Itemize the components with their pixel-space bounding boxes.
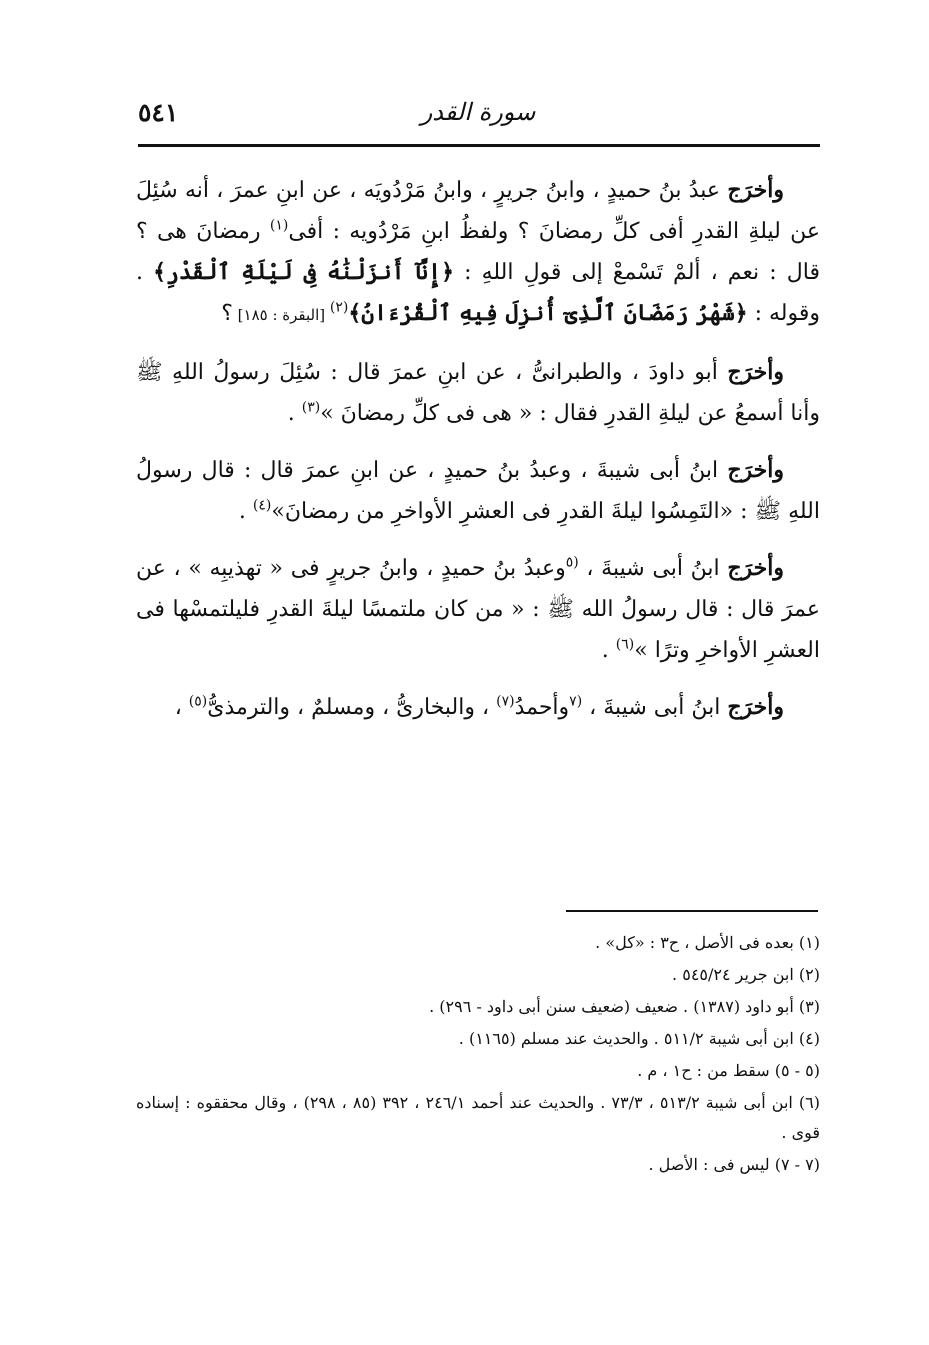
quran-quote: ﴿شَهْرُ رَمَضَانَ ٱلَّذِىٓ أُنزِلَ فِيهِ ٱلْقُرْءَانُ﴾ [348, 300, 748, 326]
paragraph-lead: وأخرَج [727, 555, 784, 581]
page-header [138, 98, 818, 138]
paragraph [136, 687, 820, 728]
footnotes [136, 928, 820, 1182]
text-run: . [238, 499, 253, 524]
paragraph [136, 548, 820, 671]
text-run: . وقوله : [136, 260, 820, 326]
footnote-reference: (٤) [252, 497, 272, 514]
footnote-reference: (٧) [496, 693, 515, 710]
paragraph [136, 352, 820, 434]
page-number: ٥٤١ [138, 98, 179, 127]
footnote: (٤) ابن أبى شيبة ٥١١/٢ . والحديث عند مسلم (١١٦٥) . [458, 1029, 820, 1048]
paragraph-lead: وأخرَج [727, 457, 784, 483]
text-run: وعبدُ بنُ حميدٍ ، وابنُ جريرٍ فى « تهذيبِه » ، عن عمرَ قال : قال رسولُ الله ﷺ : « من كان ملتمسًا ليلةَ القدرِ فليلتمسْها فى العشرِ الأواخرِ وترًا » [136, 556, 820, 663]
header-rule [138, 144, 820, 147]
verse-reference: [البقرة : ١٨٥] [232, 306, 330, 324]
paragraph-lead: وأخرَج [727, 359, 784, 385]
quran-quote: ﴿إِنَّآ أَنزَلْنَٰهُ فِى لَيْلَةِ ٱلْقَدْرِ﴾ [153, 259, 454, 285]
footnote-reference: (٢) [329, 299, 349, 316]
text-run: وأحمدُ [514, 695, 570, 720]
footnote: (٦) ابن أبى شيبة ٥١٣/٢ ، ٧٣/٣ . والحديث عند أحمد ٢٤٦/١ ، ٣٩٢ (٨٥ ، ٢٩٨) ، وقال محققوه : إسناده قوى . [136, 1093, 820, 1142]
footnote-reference: (٣) [301, 399, 321, 416]
text-run: . [287, 401, 302, 426]
text-run: عبدُ بنُ حميدٍ ، وابنُ جريرٍ ، وابنُ مَرْدُويَه ، عن ابنِ عمرَ ، أنه سُئِلَ عن ليلةِ القدرِ أفى كلِّ رمضانَ ؟ ولفظُ ابنِ مَرْدُويه : أفى [136, 178, 820, 244]
footnote: (٣) أبو داود (١٣٨٧) . ضعيف (ضعيف سنن أبى داود - ٢٩٦) . [429, 997, 820, 1016]
main-text [136, 170, 820, 744]
text-run: ، والبخارىُّ ، ومسلمٌ ، والترمذىُّ [207, 695, 497, 720]
footnote-reference: (٦) [615, 636, 635, 653]
footnote: (٥ - ٥) سقط من : ح١ ، م . [637, 1061, 820, 1080]
paragraph [136, 170, 820, 336]
paragraph-lead: وأخرَج [727, 694, 784, 720]
running-title: سورة القدر [420, 98, 536, 126]
text-run: ابنُ أبى شيبةَ ، وعبدُ بنُ حميدٍ ، عن ابنِ عمرَ قال : قال رسولُ اللهِ ﷺ : «التَمِسُوا ليلةَ القدرِ فى العشرِ الأواخرِ من رمضانَ» [136, 458, 820, 524]
text-run: ابنُ أبى شيبةَ ، [578, 556, 728, 581]
text-run: . [601, 638, 616, 663]
text-run: ، [174, 695, 189, 720]
footnote-rule [566, 910, 818, 912]
text-run: ؟ [221, 301, 233, 326]
paragraph [136, 450, 820, 532]
text-run: رمضانَ هى ؟ قال : نعم ، ألمْ تَسْمعْ إلى قولِ اللهِ : [136, 219, 820, 285]
footnote: (٢) ابن جرير ٥٤٥/٢٤ . [672, 965, 820, 984]
paragraph-lead: وأخرَج [727, 177, 784, 203]
footnote-reference: (٥ [565, 554, 579, 571]
footnote: (٧ - ٧) ليس فى : الأصل . [648, 1155, 820, 1174]
footnote-reference: (٧ [569, 693, 583, 710]
footnote-reference: (٥) [188, 693, 208, 710]
footnote: (١) بعده فى الأصل ، ح٣ : «كل» . [595, 933, 820, 952]
footnote-reference: (١) [269, 217, 289, 234]
text-run: أبو داودَ ، والطبرانىُّ ، عن ابنِ عمرَ قال : سُئِلَ رسولُ اللهِ ﷺ وأنا أسمعُ عن ليلةِ القدرِ فقال : « هى فى كلِّ رمضانَ » [136, 360, 820, 426]
text-run: ابنُ أبى شيبةَ ، [582, 695, 728, 720]
